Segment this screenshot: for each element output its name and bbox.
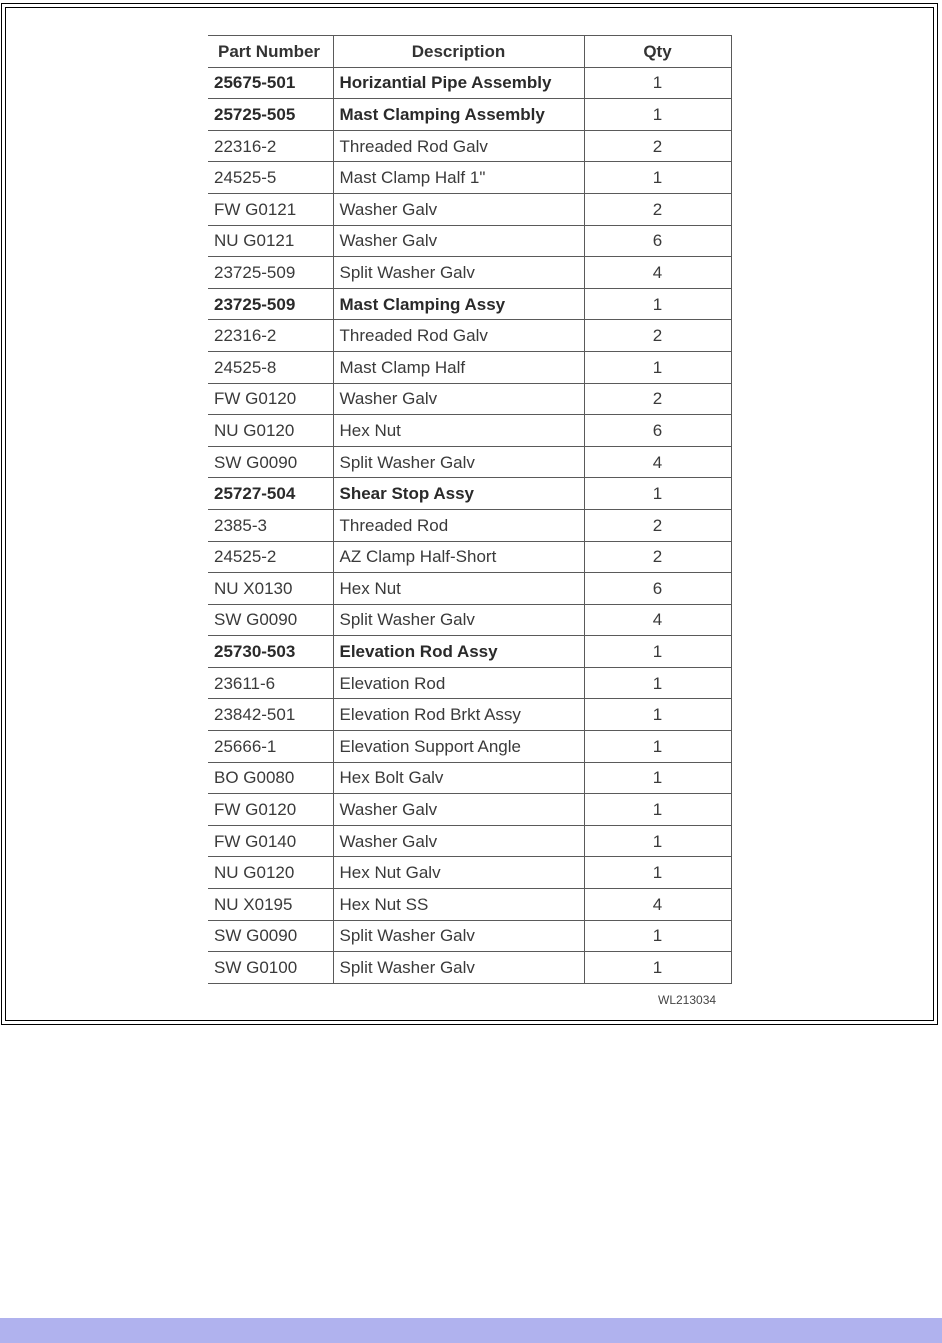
part-number-cell: 22316-2 bbox=[208, 130, 333, 162]
description-cell: AZ Clamp Half-Short bbox=[333, 541, 584, 573]
description-cell: Washer Galv bbox=[333, 794, 584, 826]
qty-cell: 1 bbox=[584, 636, 731, 668]
footer-band bbox=[0, 1318, 942, 1343]
table-row bbox=[208, 193, 731, 225]
qty-cell: 6 bbox=[584, 415, 731, 447]
qty-cell: 2 bbox=[584, 193, 731, 225]
table-row bbox=[208, 288, 731, 320]
parts-list-table bbox=[208, 35, 732, 984]
qty-cell: 1 bbox=[584, 825, 731, 857]
part-number-cell: 25727-504 bbox=[208, 478, 333, 510]
description-cell: Elevation Support Angle bbox=[333, 731, 584, 763]
part-number-cell: 24525-5 bbox=[208, 162, 333, 194]
description-cell: Shear Stop Assy bbox=[333, 478, 584, 510]
description-cell: Washer Galv bbox=[333, 825, 584, 857]
description-cell: Elevation Rod Assy bbox=[333, 636, 584, 668]
description-cell: Washer Galv bbox=[333, 225, 584, 257]
table-row bbox=[208, 762, 731, 794]
table-row bbox=[208, 573, 731, 605]
qty-cell: 1 bbox=[584, 351, 731, 383]
description-cell: Mast Clamp Half 1" bbox=[333, 162, 584, 194]
header-part-number: Part Number bbox=[208, 36, 333, 68]
table-row bbox=[208, 99, 731, 131]
description-cell: Threaded Rod Galv bbox=[333, 320, 584, 352]
table-row bbox=[208, 67, 731, 99]
table-row bbox=[208, 920, 731, 952]
description-cell: Split Washer Galv bbox=[333, 920, 584, 952]
table-row bbox=[208, 320, 731, 352]
qty-cell: 6 bbox=[584, 225, 731, 257]
table-row bbox=[208, 667, 731, 699]
qty-cell: 2 bbox=[584, 320, 731, 352]
part-number-cell: SW G0090 bbox=[208, 446, 333, 478]
description-cell: Elevation Rod Brkt Assy bbox=[333, 699, 584, 731]
description-cell: Mast Clamping Assy bbox=[333, 288, 584, 320]
qty-cell: 6 bbox=[584, 573, 731, 605]
part-number-cell: 25730-503 bbox=[208, 636, 333, 668]
part-number-cell: 23611-6 bbox=[208, 667, 333, 699]
description-cell: Washer Galv bbox=[333, 193, 584, 225]
table-row bbox=[208, 383, 731, 415]
qty-cell: 1 bbox=[584, 667, 731, 699]
part-number-cell: NU X0195 bbox=[208, 889, 333, 921]
table-row bbox=[208, 731, 731, 763]
parts-table-body bbox=[208, 67, 731, 983]
part-number-cell: SW G0090 bbox=[208, 604, 333, 636]
description-cell: Split Washer Galv bbox=[333, 446, 584, 478]
table-row bbox=[208, 446, 731, 478]
figure-id-label: WL213034 bbox=[658, 993, 717, 1007]
table-row bbox=[208, 889, 731, 921]
part-number-cell: 23842-501 bbox=[208, 699, 333, 731]
table-row bbox=[208, 415, 731, 447]
qty-cell: 1 bbox=[584, 857, 731, 889]
part-number-cell: NU X0130 bbox=[208, 573, 333, 605]
qty-cell: 4 bbox=[584, 446, 731, 478]
part-number-cell: 2385-3 bbox=[208, 509, 333, 541]
part-number-cell: FW G0140 bbox=[208, 825, 333, 857]
table-row bbox=[208, 636, 731, 668]
table-row bbox=[208, 857, 731, 889]
description-cell: Hex Nut Galv bbox=[333, 857, 584, 889]
part-number-cell: 25725-505 bbox=[208, 99, 333, 131]
part-number-cell: FW G0120 bbox=[208, 794, 333, 826]
description-cell: Hex Nut SS bbox=[333, 889, 584, 921]
part-number-cell: SW G0090 bbox=[208, 920, 333, 952]
qty-cell: 1 bbox=[584, 478, 731, 510]
qty-cell: 1 bbox=[584, 162, 731, 194]
qty-cell: 4 bbox=[584, 889, 731, 921]
description-cell: Split Washer Galv bbox=[333, 604, 584, 636]
qty-cell: 4 bbox=[584, 604, 731, 636]
qty-cell: 1 bbox=[584, 794, 731, 826]
description-cell: Mast Clamping Assembly bbox=[333, 99, 584, 131]
table-row bbox=[208, 257, 731, 289]
table-row bbox=[208, 225, 731, 257]
table-row bbox=[208, 478, 731, 510]
table-header-row bbox=[208, 36, 731, 68]
table-row bbox=[208, 541, 731, 573]
table-row bbox=[208, 162, 731, 194]
description-cell: Hex Nut bbox=[333, 573, 584, 605]
part-number-cell: 24525-2 bbox=[208, 541, 333, 573]
header-qty: Qty bbox=[584, 36, 731, 68]
part-number-cell: 24525-8 bbox=[208, 351, 333, 383]
description-cell: Mast Clamp Half bbox=[333, 351, 584, 383]
qty-cell: 4 bbox=[584, 257, 731, 289]
part-number-cell: SW G0100 bbox=[208, 952, 333, 984]
part-number-cell: 22316-2 bbox=[208, 320, 333, 352]
qty-cell: 1 bbox=[584, 99, 731, 131]
qty-cell: 1 bbox=[584, 920, 731, 952]
table-row bbox=[208, 351, 731, 383]
part-number-cell: 25675-501 bbox=[208, 67, 333, 99]
part-number-cell: FW G0121 bbox=[208, 193, 333, 225]
qty-cell: 2 bbox=[584, 130, 731, 162]
qty-cell: 2 bbox=[584, 383, 731, 415]
description-cell: Split Washer Galv bbox=[333, 952, 584, 984]
description-cell: Hex Nut bbox=[333, 415, 584, 447]
description-cell: Threaded Rod Galv bbox=[333, 130, 584, 162]
table-row bbox=[208, 604, 731, 636]
description-cell: Threaded Rod bbox=[333, 509, 584, 541]
table-row bbox=[208, 130, 731, 162]
table-row bbox=[208, 825, 731, 857]
qty-cell: 1 bbox=[584, 762, 731, 794]
part-number-cell: 25666-1 bbox=[208, 731, 333, 763]
description-cell: Washer Galv bbox=[333, 383, 584, 415]
description-cell: Split Washer Galv bbox=[333, 257, 584, 289]
table-row bbox=[208, 794, 731, 826]
description-cell: Hex Bolt Galv bbox=[333, 762, 584, 794]
description-cell: Elevation Rod bbox=[333, 667, 584, 699]
qty-cell: 1 bbox=[584, 288, 731, 320]
part-number-cell: NU G0120 bbox=[208, 857, 333, 889]
qty-cell: 2 bbox=[584, 541, 731, 573]
qty-cell: 1 bbox=[584, 731, 731, 763]
part-number-cell: 23725-509 bbox=[208, 257, 333, 289]
part-number-cell: 23725-509 bbox=[208, 288, 333, 320]
qty-cell: 1 bbox=[584, 952, 731, 984]
qty-cell: 1 bbox=[584, 699, 731, 731]
part-number-cell: BO G0080 bbox=[208, 762, 333, 794]
qty-cell: 1 bbox=[584, 67, 731, 99]
header-description: Description bbox=[333, 36, 584, 68]
qty-cell: 2 bbox=[584, 509, 731, 541]
table-row bbox=[208, 699, 731, 731]
table-row bbox=[208, 509, 731, 541]
table-row bbox=[208, 952, 731, 984]
part-number-cell: FW G0120 bbox=[208, 383, 333, 415]
description-cell: Horizantial Pipe Assembly bbox=[333, 67, 584, 99]
part-number-cell: NU G0121 bbox=[208, 225, 333, 257]
part-number-cell: NU G0120 bbox=[208, 415, 333, 447]
